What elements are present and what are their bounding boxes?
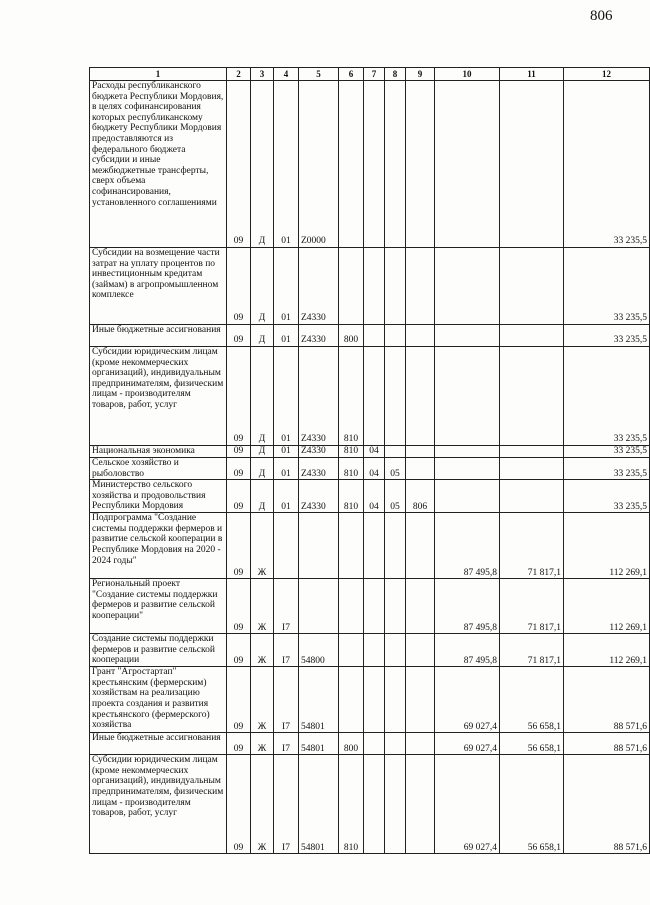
cell-col5: 54801 [299, 733, 339, 755]
row-name: Министерство сельского хозяйства и продовольствия Республики Мордовия [90, 480, 227, 513]
cell-col8 [385, 755, 406, 854]
cell-col5: 54801 [299, 667, 339, 733]
cell-col12: 33 235,5 [564, 446, 650, 458]
cell-col6 [339, 513, 364, 579]
cell-col12: 88 571,6 [564, 733, 650, 755]
cell-col12: 33 235,5 [564, 81, 650, 248]
cell-col7 [364, 733, 385, 755]
row-name: Расходы республиканского бюджета Республики Мордовия, в целях софинансирования которых республиканскому бюджету Республики Мордовия предоставляются из федерального бюджета субсидии и иные межбюджетные трансферты, сверх объема софинансирования, установленного соглашениями [90, 81, 227, 248]
column-header: 11 [500, 68, 564, 81]
cell-col11: 71 817,1 [500, 513, 564, 579]
cell-col3: Ж [251, 579, 274, 634]
row-name: Грант "Агростартап" крестьянским (фермерским) хозяйствам на реализацию проекта создания и развития крестьянского (фермерского) хозяйства [90, 667, 227, 733]
cell-col2: 09 [227, 634, 251, 667]
cell-col9 [406, 513, 435, 579]
cell-col4: I7 [274, 579, 299, 634]
cell-col7 [364, 755, 385, 854]
cell-col6: 800 [339, 733, 364, 755]
budget-table [89, 67, 650, 854]
cell-col10 [435, 480, 500, 513]
column-header: 3 [251, 68, 274, 81]
cell-col4: I7 [274, 755, 299, 854]
column-header: 9 [406, 68, 435, 81]
cell-col2: 09 [227, 446, 251, 458]
table-row [90, 446, 650, 458]
cell-col5: Z4330 [299, 325, 339, 347]
table-row [90, 325, 650, 347]
table-row [90, 579, 650, 634]
cell-col8 [385, 667, 406, 733]
cell-col5: Z4330 [299, 458, 339, 480]
cell-col12: 88 571,6 [564, 667, 650, 733]
cell-col3: Д [251, 81, 274, 248]
cell-col9 [406, 755, 435, 854]
table-row [90, 667, 650, 733]
column-header: 6 [339, 68, 364, 81]
cell-col10: 87 495,8 [435, 513, 500, 579]
cell-col10 [435, 325, 500, 347]
cell-col11: 56 658,1 [500, 755, 564, 854]
cell-col8 [385, 248, 406, 325]
cell-col7 [364, 81, 385, 248]
cell-col6: 810 [339, 347, 364, 446]
cell-col8 [385, 446, 406, 458]
cell-col8 [385, 325, 406, 347]
cell-col2: 09 [227, 248, 251, 325]
cell-col9: 806 [406, 480, 435, 513]
column-header: 12 [564, 68, 650, 81]
cell-col11 [500, 248, 564, 325]
cell-col9 [406, 81, 435, 248]
cell-col7 [364, 325, 385, 347]
table-row [90, 248, 650, 325]
cell-col10: 69 027,4 [435, 755, 500, 854]
cell-col5 [299, 513, 339, 579]
cell-col7: 04 [364, 446, 385, 458]
table-row [90, 634, 650, 667]
cell-col3: Д [251, 480, 274, 513]
column-header: 4 [274, 68, 299, 81]
cell-col4: 01 [274, 446, 299, 458]
cell-col11: 71 817,1 [500, 634, 564, 667]
cell-col2: 09 [227, 458, 251, 480]
cell-col9 [406, 347, 435, 446]
cell-col4: 01 [274, 81, 299, 248]
cell-col12: 33 235,5 [564, 325, 650, 347]
column-header: 7 [364, 68, 385, 81]
cell-col5 [299, 579, 339, 634]
cell-col4: 01 [274, 325, 299, 347]
cell-col3: Ж [251, 513, 274, 579]
cell-col5: Z0000 [299, 81, 339, 248]
cell-col3: Д [251, 325, 274, 347]
cell-col5: Z4330 [299, 347, 339, 446]
cell-col6: 810 [339, 446, 364, 458]
cell-col4 [274, 513, 299, 579]
cell-col5: Z4330 [299, 480, 339, 513]
cell-col7 [364, 347, 385, 446]
cell-col4: 01 [274, 248, 299, 325]
cell-col11: 56 658,1 [500, 733, 564, 755]
cell-col11 [500, 325, 564, 347]
cell-col11: 71 817,1 [500, 579, 564, 634]
cell-col5: 54800 [299, 634, 339, 667]
cell-col8 [385, 347, 406, 446]
table-row [90, 480, 650, 513]
cell-col4: I7 [274, 733, 299, 755]
table-row [90, 755, 650, 854]
cell-col11: 56 658,1 [500, 667, 564, 733]
cell-col11 [500, 347, 564, 446]
cell-col8: 05 [385, 480, 406, 513]
cell-col3: Ж [251, 667, 274, 733]
cell-col11 [500, 458, 564, 480]
cell-col8 [385, 81, 406, 248]
cell-col9 [406, 733, 435, 755]
cell-col4: I7 [274, 667, 299, 733]
row-name: Иные бюджетные ассигнования [90, 733, 227, 755]
cell-col10 [435, 81, 500, 248]
cell-col10: 69 027,4 [435, 667, 500, 733]
cell-col9 [406, 667, 435, 733]
cell-col10 [435, 347, 500, 446]
cell-col2: 09 [227, 480, 251, 513]
table-row [90, 513, 650, 579]
cell-col3: Ж [251, 755, 274, 854]
cell-col9 [406, 458, 435, 480]
cell-col5: Z4330 [299, 446, 339, 458]
cell-col2: 09 [227, 755, 251, 854]
cell-col7 [364, 579, 385, 634]
table-row [90, 458, 650, 480]
cell-col6 [339, 81, 364, 248]
cell-col3: Д [251, 458, 274, 480]
cell-col10 [435, 458, 500, 480]
column-header: 1 [90, 68, 227, 81]
cell-col11 [500, 446, 564, 458]
column-header: 8 [385, 68, 406, 81]
table-row [90, 733, 650, 755]
cell-col4: I7 [274, 634, 299, 667]
cell-col12: 33 235,5 [564, 458, 650, 480]
row-name: Сельское хозяйство и рыболовство [90, 458, 227, 480]
row-name: Субсидии на возмещение части затрат на уплату процентов по инвестиционным кредитам (займам) в агропромышленном комплексе [90, 248, 227, 325]
header-row [90, 68, 650, 81]
cell-col8 [385, 634, 406, 667]
cell-col2: 09 [227, 579, 251, 634]
column-header: 5 [299, 68, 339, 81]
cell-col4: 01 [274, 347, 299, 446]
cell-col7: 04 [364, 480, 385, 513]
cell-col12: 33 235,5 [564, 480, 650, 513]
cell-col11 [500, 81, 564, 248]
cell-col8 [385, 579, 406, 634]
cell-col9 [406, 446, 435, 458]
cell-col5: Z4330 [299, 248, 339, 325]
cell-col11 [500, 480, 564, 513]
cell-col2: 09 [227, 513, 251, 579]
cell-col12: 33 235,5 [564, 248, 650, 325]
cell-col9 [406, 634, 435, 667]
cell-col8: 05 [385, 458, 406, 480]
cell-col4: 01 [274, 458, 299, 480]
row-name: Субсидии юридическим лицам (кроме некоммерческих организаций), индивидуальным предпринимателям, физическим лицам - производителям товаров, работ, услуг [90, 347, 227, 446]
cell-col7 [364, 667, 385, 733]
cell-col2: 09 [227, 81, 251, 248]
cell-col6 [339, 634, 364, 667]
cell-col3: Д [251, 347, 274, 446]
cell-col9 [406, 248, 435, 325]
cell-col3: Д [251, 248, 274, 325]
cell-col12: 33 235,5 [564, 347, 650, 446]
table-row [90, 81, 650, 248]
cell-col5: 54801 [299, 755, 339, 854]
cell-col10: 69 027,4 [435, 733, 500, 755]
cell-col6 [339, 248, 364, 325]
cell-col6: 810 [339, 755, 364, 854]
cell-col8 [385, 513, 406, 579]
cell-col12: 112 269,1 [564, 513, 650, 579]
cell-col7 [364, 513, 385, 579]
row-name: Региональный проект "Создание системы поддержки фермеров и развитие сельской кооперации" [90, 579, 227, 634]
cell-col3: Д [251, 446, 274, 458]
cell-col3: Ж [251, 634, 274, 667]
cell-col10: 87 495,8 [435, 579, 500, 634]
cell-col7: 04 [364, 458, 385, 480]
cell-col10 [435, 248, 500, 325]
column-header: 10 [435, 68, 500, 81]
cell-col4: 01 [274, 480, 299, 513]
cell-col8 [385, 733, 406, 755]
cell-col2: 09 [227, 733, 251, 755]
row-name: Иные бюджетные ассигнования [90, 325, 227, 347]
row-name: Создание системы поддержки фермеров и развитие сельской кооперации [90, 634, 227, 667]
cell-col12: 88 571,6 [564, 755, 650, 854]
cell-col9 [406, 325, 435, 347]
cell-col10: 87 495,8 [435, 634, 500, 667]
cell-col6 [339, 667, 364, 733]
cell-col7 [364, 634, 385, 667]
cell-col2: 09 [227, 325, 251, 347]
cell-col9 [406, 579, 435, 634]
cell-col2: 09 [227, 667, 251, 733]
cell-col10 [435, 446, 500, 458]
cell-col6 [339, 579, 364, 634]
cell-col6: 810 [339, 458, 364, 480]
table-row [90, 347, 650, 446]
cell-col6: 800 [339, 325, 364, 347]
column-header: 2 [227, 68, 251, 81]
row-name: Субсидии юридическим лицам (кроме некоммерческих организаций), индивидуальным предпринимателям, физическим лицам - производителям товаров, работ, услуг [90, 755, 227, 854]
row-name: Подпрограмма "Создание системы поддержки фермеров и развитие сельской кооперации в Республике Мордовия на 2020 - 2024 годы" [90, 513, 227, 579]
page-number: 806 [590, 8, 613, 24]
cell-col12: 112 269,1 [564, 579, 650, 634]
cell-col12: 112 269,1 [564, 634, 650, 667]
cell-col7 [364, 248, 385, 325]
cell-col2: 09 [227, 347, 251, 446]
row-name: Национальная экономика [90, 446, 227, 458]
cell-col6: 810 [339, 480, 364, 513]
cell-col3: Ж [251, 733, 274, 755]
